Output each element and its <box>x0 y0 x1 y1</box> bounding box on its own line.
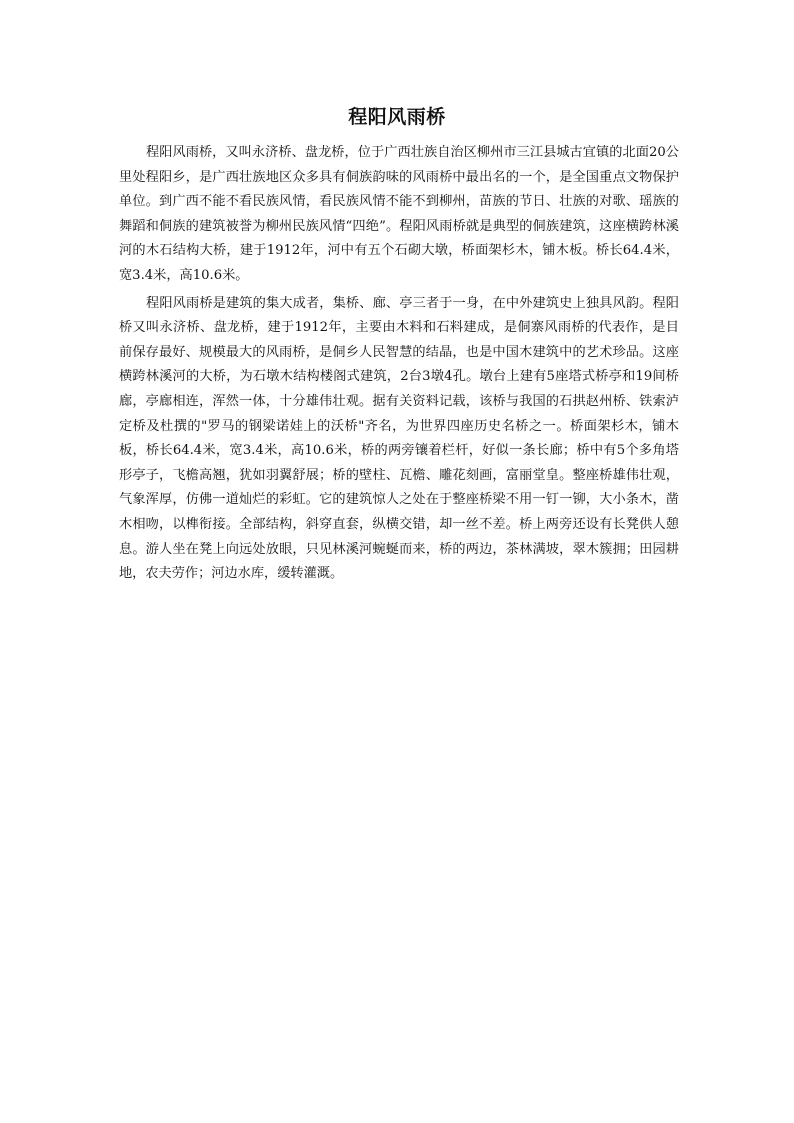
paragraph-intro: 程阳风雨桥，又叫永济桥、盘龙桥，位于广西壮族自治区柳州市三江县城古宜镇的北面20公里处程阳乡，是广西壮族地区众多具有侗族韵味的风雨桥中最出名的一个，是全国重点文物保护单位。到广西不能不看民族风情，看民族风情不能不到柳州，苗族的节日、壮族的对歌、瑶族的舞蹈和侗族的建筑被誉为柳州民族风情“四绝”。程阳风雨桥就是典型的侗族建筑，这座横跨林溪河的木石结构大桥，建于1912年，河中有五个石砌大墩，桥面架杉木，铺木板。桥长64.4米，宽3.4米，高10.6米。 <box>119 145 679 283</box>
document-title: 程阳风雨桥 <box>348 106 446 128</box>
document-body <box>119 141 679 587</box>
paragraph-architecture: 程阳风雨桥是建筑的集大成者，集桥、廊、亭三者于一身，在中外建筑史上独具风韵。程阳桥又叫永济桥、盘龙桥，建于1912年，主要由木料和石料建成，是侗寨风雨桥的代表作，是目前保存最好、规模最大的风雨桥，是侗乡人民智慧的结晶，也是中国木建筑中的艺术珍品。这座横跨林溪河的大桥，为石墩木结构楼阁式建筑，2台3墩4孔。墩台上建有5座塔式桥亭和19间桥廊，亭廊相连，浑然一体，十分雄伟壮观。据有关资料记载，该桥与我国的石拱赵州桥、铁索泸定桥及杜撰的"罗马的钢梁诺娃上的沃桥"齐名，为世界四座历史名桥之一。桥面架杉木，铺木板，桥长64.4米，宽3.4米，高10.6米，桥的两旁镶着栏杆，好似一条长廊；桥中有5个多角塔形亭子，飞檐高翘，犹如羽翼舒展；桥的壁柱、瓦檐、雕花刻画，富丽堂皇。整座桥雄伟壮观，气象浑厚，仿佛一道灿烂的彩虹。它的建筑惊人之处在于整座桥梁不用一钉一铆，大小条木，凿木相吻，以榫衔接。全部结构，斜穿直套，纵横交错，却一丝不差。桥上两旁还设有长凳供人憩息。游人坐在凳上向远处放眼，只见林溪河蜿蜒而来，桥的两边，茶林满坡，翠木簇拥；田园耕地，农夫劳作；河边水库，缓转灌溉。 <box>119 295 679 582</box>
